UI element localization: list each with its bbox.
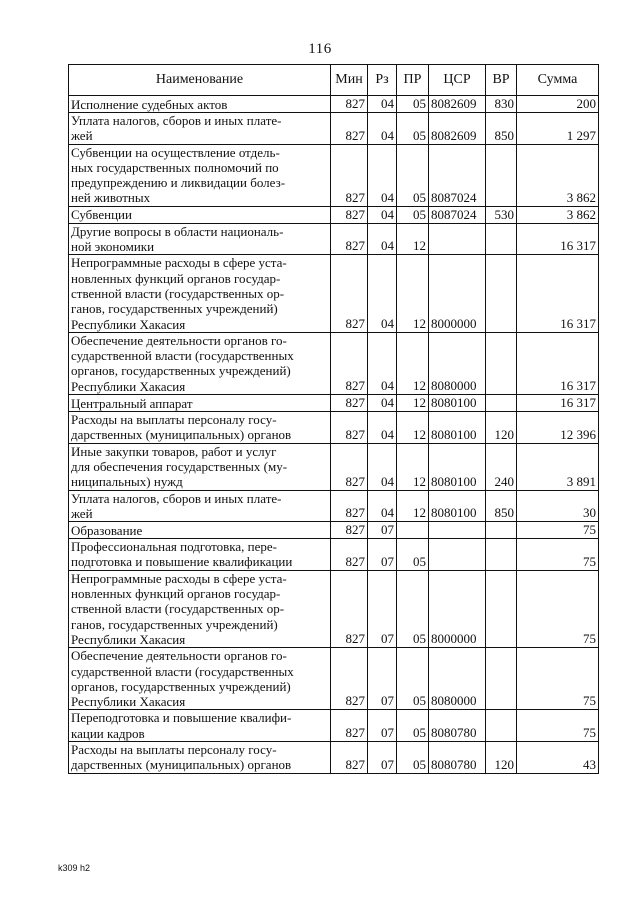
row-min: 827 xyxy=(331,539,368,571)
header-vr: ВР xyxy=(486,65,517,96)
row-pr: 05 xyxy=(397,648,429,710)
row-vr xyxy=(486,255,517,332)
header-rz: Рз xyxy=(368,65,397,96)
row-vr xyxy=(486,710,517,742)
row-vr xyxy=(486,223,517,255)
row-rz: 04 xyxy=(368,490,397,522)
row-rz: 04 xyxy=(368,96,397,113)
table-row xyxy=(69,710,599,742)
table-row xyxy=(69,332,599,394)
header-sum: Сумма xyxy=(517,65,599,96)
row-rz: 07 xyxy=(368,741,397,773)
row-csr: 8080000 xyxy=(429,332,486,394)
row-min: 827 xyxy=(331,113,368,145)
table-row xyxy=(69,96,599,113)
row-name: Другие вопросы в области националь- ной экономики xyxy=(69,223,331,255)
row-sum: 30 xyxy=(517,490,599,522)
row-sum: 75 xyxy=(517,522,599,539)
row-rz: 04 xyxy=(368,113,397,145)
row-csr: 8000000 xyxy=(429,255,486,332)
row-min: 827 xyxy=(331,223,368,255)
row-pr: 05 xyxy=(397,710,429,742)
row-min: 827 xyxy=(331,412,368,444)
row-min: 827 xyxy=(331,395,368,412)
row-rz: 07 xyxy=(368,539,397,571)
row-name: Обеспечение деятельности органов го- сударственной власти (государственных органов, государственных учреждений) Республики Хакасия xyxy=(69,332,331,394)
row-min: 827 xyxy=(331,96,368,113)
row-pr: 05 xyxy=(397,570,429,647)
row-sum: 16 317 xyxy=(517,395,599,412)
row-sum: 16 317 xyxy=(517,255,599,332)
row-pr: 05 xyxy=(397,741,429,773)
row-rz: 04 xyxy=(368,412,397,444)
row-sum: 75 xyxy=(517,570,599,647)
row-csr: 8080100 xyxy=(429,412,486,444)
row-min: 827 xyxy=(331,522,368,539)
row-rz: 04 xyxy=(368,332,397,394)
row-min: 827 xyxy=(331,443,368,490)
row-rz: 04 xyxy=(368,206,397,223)
row-vr: 240 xyxy=(486,443,517,490)
row-csr: 8087024 xyxy=(429,144,486,206)
row-rz: 04 xyxy=(368,395,397,412)
row-pr: 05 xyxy=(397,96,429,113)
row-pr: 05 xyxy=(397,206,429,223)
table-row xyxy=(69,255,599,332)
row-sum: 1 297 xyxy=(517,113,599,145)
row-csr: 8080000 xyxy=(429,648,486,710)
row-sum: 43 xyxy=(517,741,599,773)
row-name: Обеспечение деятельности органов го- сударственной власти (государственных органов, государственных учреждений) Республики Хакасия xyxy=(69,648,331,710)
row-min: 827 xyxy=(331,490,368,522)
table-row xyxy=(69,223,599,255)
row-rz: 04 xyxy=(368,144,397,206)
row-pr xyxy=(397,522,429,539)
row-csr: 8000000 xyxy=(429,570,486,647)
row-min: 827 xyxy=(331,206,368,223)
row-pr: 12 xyxy=(397,412,429,444)
row-rz: 04 xyxy=(368,443,397,490)
row-csr: 8087024 xyxy=(429,206,486,223)
row-min: 827 xyxy=(331,648,368,710)
row-sum: 3 862 xyxy=(517,144,599,206)
row-pr: 12 xyxy=(397,255,429,332)
row-name: Расходы на выплаты персоналу госу- дарственных (муниципальных) органов xyxy=(69,412,331,444)
table-row xyxy=(69,443,599,490)
row-min: 827 xyxy=(331,255,368,332)
table-row xyxy=(69,490,599,522)
row-pr: 05 xyxy=(397,113,429,145)
row-rz: 07 xyxy=(368,570,397,647)
table-row xyxy=(69,570,599,647)
row-name: Субвенции xyxy=(69,206,331,223)
row-min: 827 xyxy=(331,332,368,394)
row-name: Уплата налогов, сборов и иных плате- жей xyxy=(69,490,331,522)
row-csr xyxy=(429,522,486,539)
table-row xyxy=(69,539,599,571)
table-row xyxy=(69,741,599,773)
row-sum: 200 xyxy=(517,96,599,113)
header-min: Мин xyxy=(331,65,368,96)
row-pr: 05 xyxy=(397,144,429,206)
row-name: Исполнение судебных актов xyxy=(69,96,331,113)
row-csr: 8082609 xyxy=(429,96,486,113)
row-name: Центральный аппарат xyxy=(69,395,331,412)
row-vr xyxy=(486,395,517,412)
budget-table xyxy=(68,64,599,774)
header-csr: ЦСР xyxy=(429,65,486,96)
row-pr: 12 xyxy=(397,223,429,255)
row-min: 827 xyxy=(331,570,368,647)
row-vr: 830 xyxy=(486,96,517,113)
row-csr xyxy=(429,223,486,255)
row-sum: 3 891 xyxy=(517,443,599,490)
row-name: Расходы на выплаты персоналу госу- дарственных (муниципальных) органов xyxy=(69,741,331,773)
row-rz: 07 xyxy=(368,648,397,710)
table-row xyxy=(69,395,599,412)
page-number: 116 xyxy=(308,41,332,57)
row-vr xyxy=(486,144,517,206)
header-name: Наименование xyxy=(69,65,331,96)
row-sum: 16 317 xyxy=(517,223,599,255)
row-vr xyxy=(486,570,517,647)
row-vr xyxy=(486,539,517,571)
row-vr xyxy=(486,522,517,539)
row-sum: 3 862 xyxy=(517,206,599,223)
row-sum: 75 xyxy=(517,648,599,710)
table-row xyxy=(69,522,599,539)
row-vr: 120 xyxy=(486,412,517,444)
row-csr xyxy=(429,539,486,571)
row-csr: 8080780 xyxy=(429,741,486,773)
header-pr: ПР xyxy=(397,65,429,96)
row-rz: 07 xyxy=(368,522,397,539)
row-min: 827 xyxy=(331,144,368,206)
row-rz: 07 xyxy=(368,710,397,742)
row-csr: 8080100 xyxy=(429,395,486,412)
row-vr: 120 xyxy=(486,741,517,773)
row-name: Иные закупки товаров, работ и услуг для обеспечения государственных (му- ниципальных) нужд xyxy=(69,443,331,490)
row-sum: 16 317 xyxy=(517,332,599,394)
row-name: Уплата налогов, сборов и иных плате- жей xyxy=(69,113,331,145)
table-header-row xyxy=(69,65,599,96)
row-name: Непрограммные расходы в сфере уста- новленных функций органов государ- ственной власти (государственных ор- ганов, государственных учреждений) Республики Хакасия xyxy=(69,570,331,647)
row-min: 827 xyxy=(331,710,368,742)
table-row xyxy=(69,206,599,223)
table-row xyxy=(69,412,599,444)
row-rz: 04 xyxy=(368,255,397,332)
row-csr: 8080100 xyxy=(429,443,486,490)
row-sum: 75 xyxy=(517,710,599,742)
row-sum: 12 396 xyxy=(517,412,599,444)
row-min: 827 xyxy=(331,741,368,773)
footer-code: k309 h2 xyxy=(58,863,91,873)
row-vr: 850 xyxy=(486,113,517,145)
row-vr xyxy=(486,648,517,710)
row-rz: 04 xyxy=(368,223,397,255)
row-name: Профессиональная подготовка, пере- подготовка и повышение квалификации xyxy=(69,539,331,571)
row-csr: 8080100 xyxy=(429,490,486,522)
row-pr: 12 xyxy=(397,443,429,490)
row-pr: 12 xyxy=(397,332,429,394)
table-row xyxy=(69,648,599,710)
row-name: Непрограммные расходы в сфере уста- новленных функций органов государ- ственной власти (государственных ор- ганов, государственных учреждений) Республики Хакасия xyxy=(69,255,331,332)
row-name: Субвенции на осуществление отдель- ных государственных полномочий по предупреждению и ликвидации болез- ней животных xyxy=(69,144,331,206)
row-csr: 8080780 xyxy=(429,710,486,742)
row-csr: 8082609 xyxy=(429,113,486,145)
row-pr: 12 xyxy=(397,395,429,412)
row-name: Образование xyxy=(69,522,331,539)
row-pr: 12 xyxy=(397,490,429,522)
table-row xyxy=(69,113,599,145)
row-name: Переподготовка и повышение квалифи- кации кадров xyxy=(69,710,331,742)
row-vr: 530 xyxy=(486,206,517,223)
row-pr: 05 xyxy=(397,539,429,571)
table-row xyxy=(69,144,599,206)
row-sum: 75 xyxy=(517,539,599,571)
row-vr: 850 xyxy=(486,490,517,522)
row-vr xyxy=(486,332,517,394)
